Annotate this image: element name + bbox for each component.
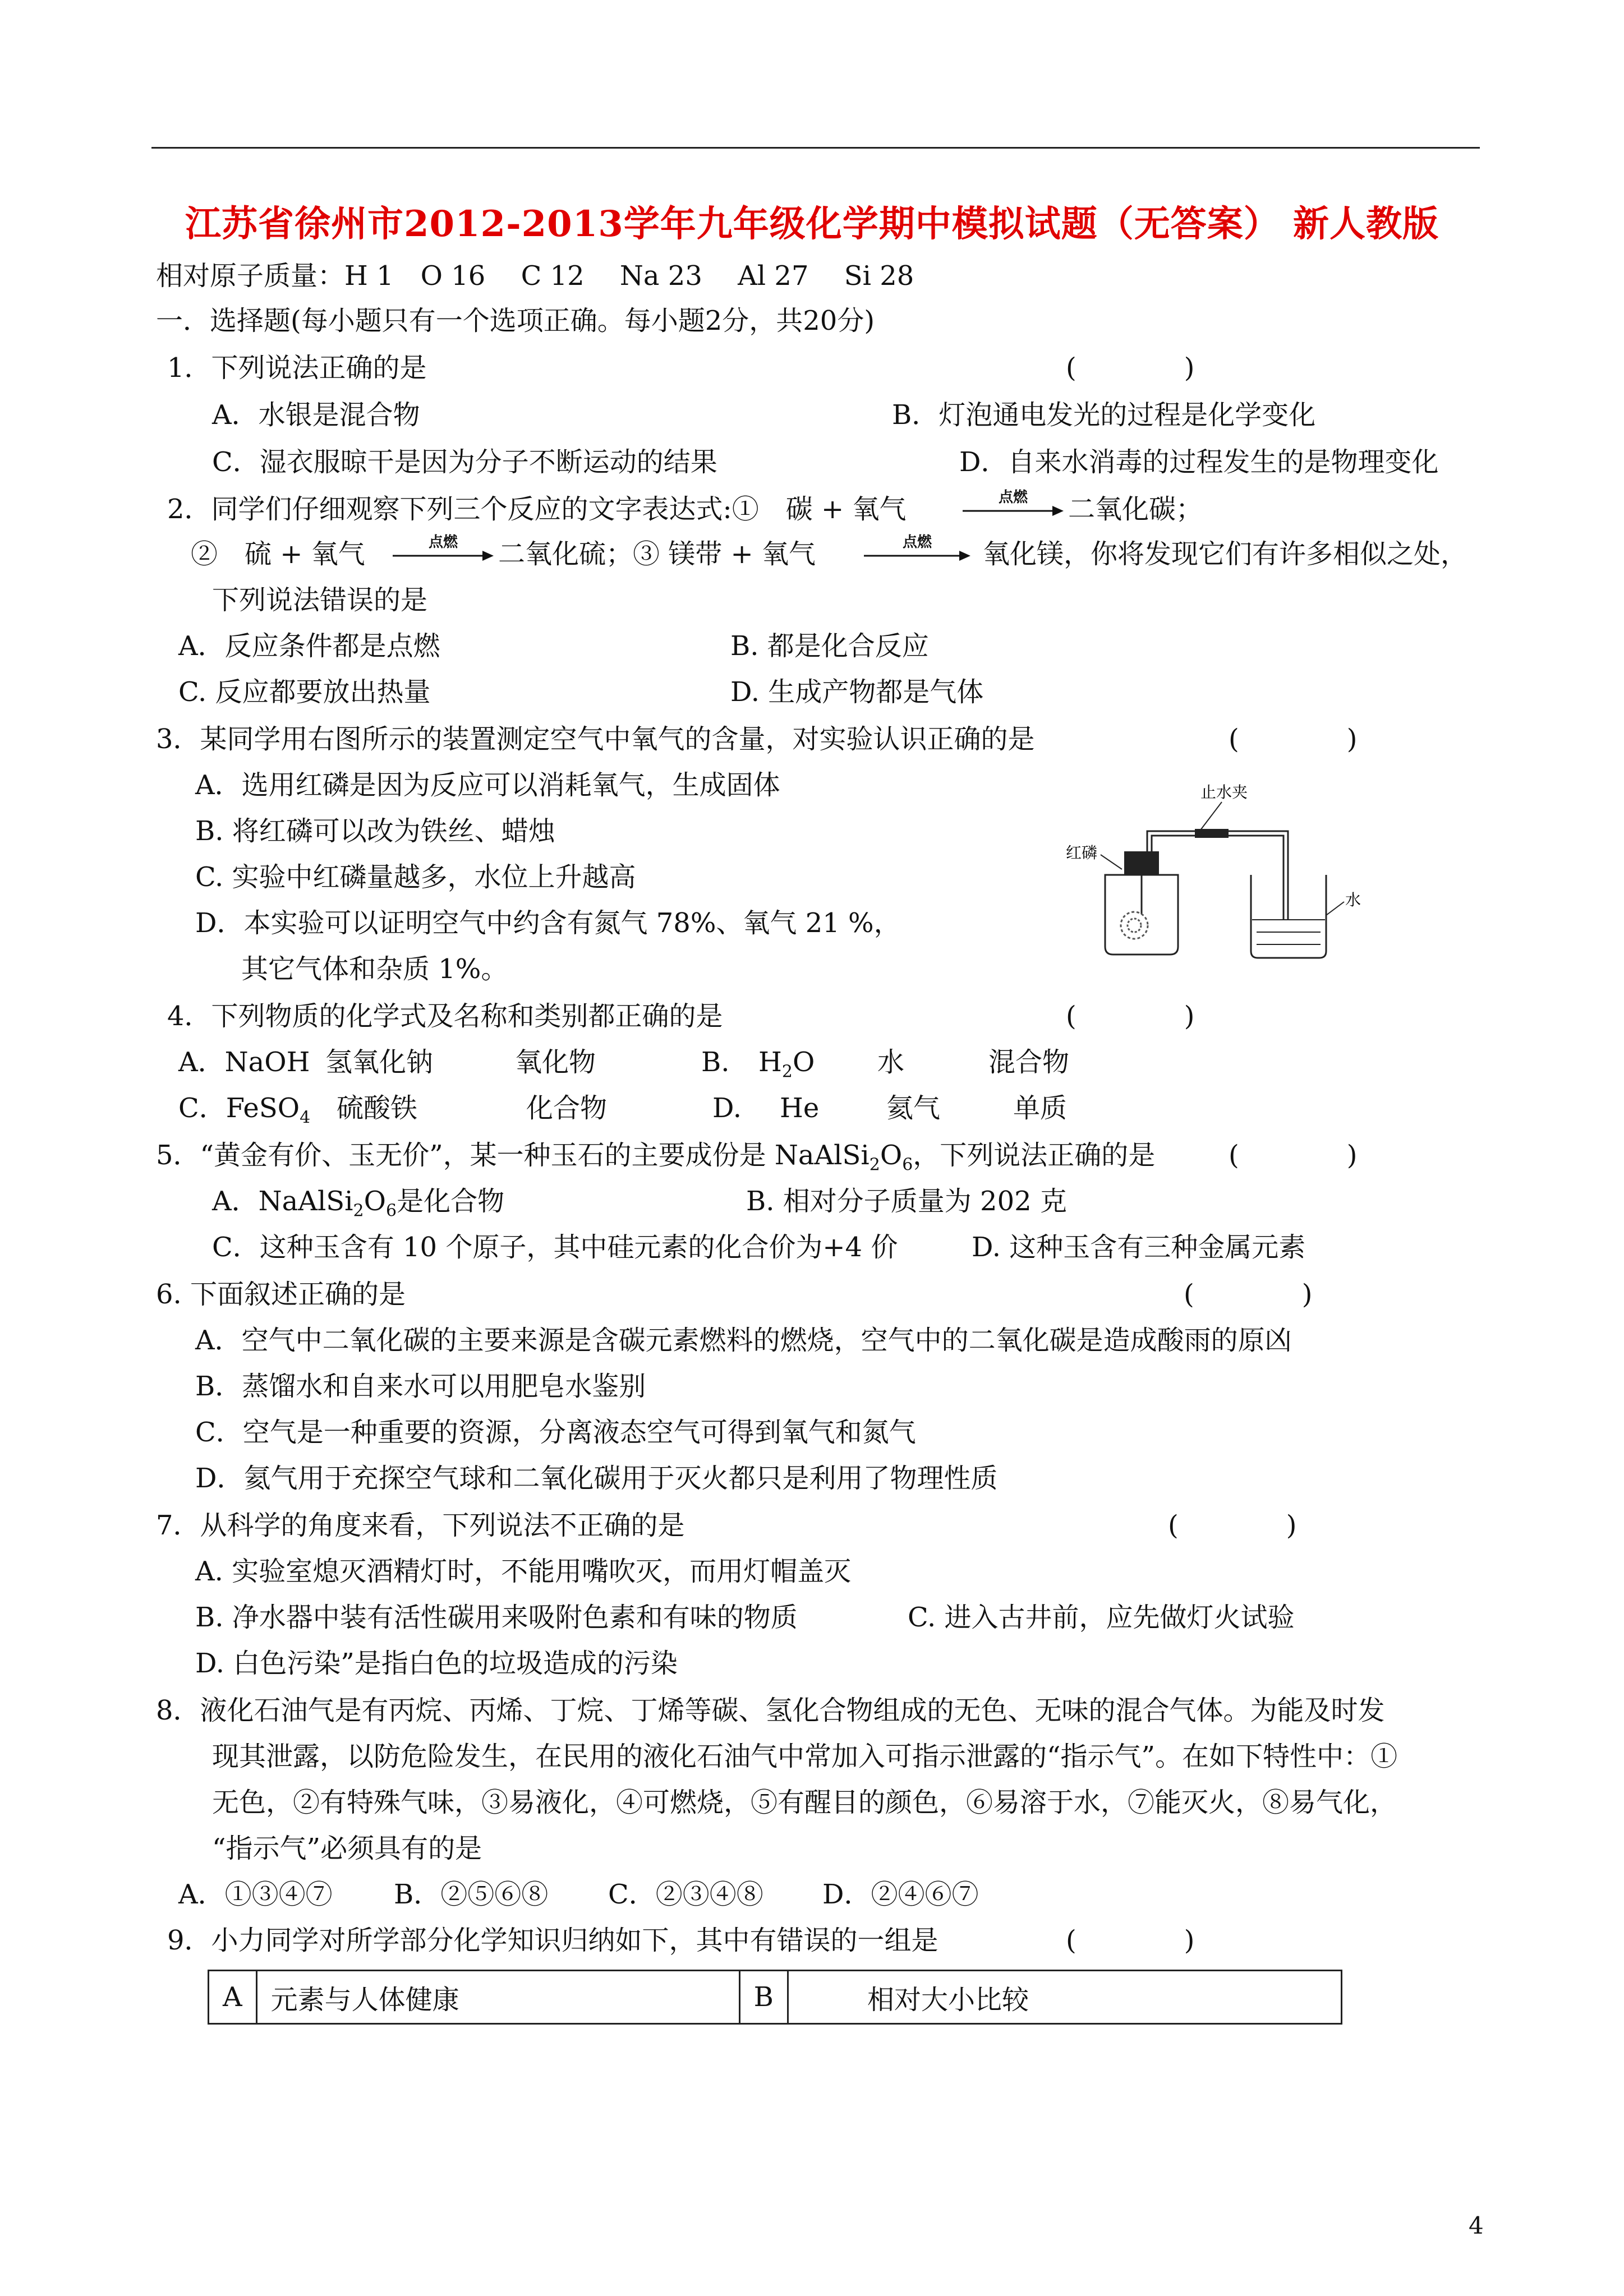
q6-answer-blank: ( ): [1184, 1279, 1313, 1310]
phosphorus-label: 红磷: [1066, 844, 1098, 861]
arrow-label: 点燃: [998, 489, 1028, 506]
table-cell: A: [209, 1971, 257, 2024]
q7-stem: 7．从科学的角度来看，下列说法不正确的是: [156, 1510, 685, 1541]
q9-table: [208, 1970, 1342, 2025]
q4-option-b-formula: $H_2O$: [758, 1046, 815, 1082]
q1-option-d: D．自来水消毒的过程发生的是物理变化: [959, 446, 1439, 478]
q6-option-a: A．空气中二氧化碳的主要来源是含碳元素燃料的燃烧，空气中的二氧化碳是造成酸雨的原凶: [195, 1325, 1292, 1356]
q3-option-b: B. 将红磷可以改为铁丝、蜡烛: [195, 815, 555, 847]
q5-stem: 5．“黄金有价、玉无价”，某一种玉石的主要成份是 $NaAlSi_2O_6$，下列说法正确的是: [156, 1140, 1156, 1175]
clamp-icon: [1195, 829, 1229, 838]
q2-stem-line1-end: 二氧化碳；: [1068, 494, 1203, 525]
q8-stem-line2: 现其泄露，以防危险发生，在民用的液化石油气中常加入可指示泄露的“指示气”。在如下特性中：①: [212, 1741, 1398, 1772]
reaction-arrow-3: [864, 534, 970, 568]
q4-option-a-name: 氢氧化钠: [325, 1046, 434, 1078]
q1-option-b: B．灯泡通电发光的过程是化学变化: [892, 399, 1316, 431]
q8-stem-line3: 无色，②有特殊气味，③易液化，④可燃烧，⑤有醒目的颜色，⑥易溶于水，⑦能灭火，⑧易气化，: [212, 1787, 1397, 1818]
page-title: 江苏省徐州市2012-2013学年九年级化学期中模拟试题（无答案） 新人教版: [185, 203, 1439, 245]
q4-option-d-type: 单质: [1013, 1092, 1068, 1124]
q4-option-d-letter: D.: [712, 1092, 742, 1124]
q7-option-a: A. 实验室熄灭酒精灯时，不能用嘴吹灭，而用灯帽盖灭: [195, 1556, 852, 1587]
q6-option-d: D．氦气用于充探空气球和二氧化碳用于灭火都只是利用了物理性质: [195, 1463, 998, 1494]
q4-option-b-type: 混合物: [988, 1046, 1070, 1078]
q2-option-d: D. 生成产物都是气体: [730, 676, 984, 708]
arrow-icon: [393, 547, 494, 564]
q2-stem-line2: ② 硫 + 氧气: [191, 538, 365, 570]
q7-option-c: C. 进入古井前，应先做灯火试验: [908, 1602, 1295, 1633]
q3-option-d-cont: 其它气体和杂质 1%。: [241, 953, 508, 985]
table-row: [209, 1971, 1342, 2024]
q2-stem-line3: 下列说法错误的是: [212, 584, 428, 616]
q1-stem: 1．下列说法正确的是: [167, 352, 427, 384]
arrow-label: 点燃: [902, 534, 932, 551]
q7-option-d: D. 白色污染”是指白色的垃圾造成的污染: [195, 1648, 678, 1679]
q3-option-d: D．本实验可以证明空气中约含有氮气 78%、氧气 21 %，: [195, 907, 901, 939]
q4-option-c-type: 化合物: [526, 1092, 608, 1124]
q5-option-a: A．$NaAlSi_2O_6$是化合物: [212, 1186, 505, 1221]
reaction-arrow-1: [963, 489, 1064, 523]
q5-option-d: D. 这种玉含有三种金属元素: [972, 1232, 1306, 1263]
q4-option-a-formula: A．NaOH: [178, 1046, 310, 1078]
q2-option-a: A．反应条件都是点燃: [178, 630, 440, 662]
atomic-mass-line: 相对原子质量：H 1 O 16 C 12 Na 23 Al 27 Si 28: [156, 260, 914, 292]
q6-option-b: B．蒸馏水和自来水可以用肥皂水鉴别: [195, 1371, 646, 1402]
q8-option-d: D．②④⑥⑦: [822, 1879, 979, 1910]
header-rule: [151, 147, 1480, 149]
q4-option-d-formula: He: [780, 1092, 820, 1124]
table-cell: B: [739, 1971, 788, 2024]
clamp-label: 止水夹: [1200, 783, 1248, 801]
q7-answer-blank: ( ): [1168, 1510, 1297, 1541]
q8-option-c: C．②③④⑧: [608, 1879, 763, 1910]
q4-stem: 4．下列物质的化学式及名称和类别都正确的是: [167, 1001, 723, 1032]
arrow-icon: [864, 547, 970, 564]
q5-answer-blank: ( ): [1229, 1140, 1358, 1171]
q3-answer-blank: ( ): [1229, 723, 1358, 755]
section-heading: 一．选择题(每小题只有一个选项正确。每小题2分，共20分): [156, 305, 875, 336]
q8-option-b: B．②⑤⑥⑧: [394, 1879, 549, 1910]
q5-option-c: C．这种玉含有 10 个原子，其中硅元素的化合价为+4 价: [212, 1232, 898, 1263]
q5-option-b: B. 相对分子质量为 202 克: [746, 1186, 1067, 1217]
q6-stem: 6. 下面叙述正确的是: [156, 1279, 406, 1310]
q2-stem-line1: 2．同学们仔细观察下列三个反应的文字表达式:① 碳 + 氧气: [167, 494, 907, 525]
arrow-icon: [963, 502, 1064, 519]
q8-stem-line1: 8．液化石油气是有丙烷、丙烯、丁烷、丁烯等碳、氢化合物组成的无色、无味的混合气体。为能及时发: [156, 1695, 1385, 1726]
q4-option-a-type: 氧化物: [515, 1046, 596, 1078]
q1-option-c: C．湿衣服晾干是因为分子不断运动的结果: [212, 446, 717, 478]
q3-option-c: C. 实验中红磷量越多，水位上升越高: [195, 861, 636, 893]
table-cell: 元素与人体健康: [256, 1971, 739, 2024]
arrow-label: 点燃: [428, 534, 458, 551]
water-label: 水: [1345, 891, 1361, 909]
q4-option-c-formula: C．FeSO$_4$: [178, 1092, 311, 1128]
page-number: 4: [1469, 2212, 1484, 2239]
reaction-arrow-2: [393, 534, 494, 568]
q8-option-a: A．①③④⑦: [178, 1879, 333, 1910]
q4-answer-blank: ( ): [1066, 1001, 1195, 1032]
q8-stem-line4: “指示气”必须具有的是: [212, 1833, 482, 1864]
q2-stem-line2-mid: 二氧化硫；③ 镁带 + 氧气: [498, 538, 816, 570]
table-cell: 相对大小比较: [788, 1971, 1341, 2024]
q3-stem: 3．某同学用右图所示的装置测定空气中氧气的含量，对实验认识正确的是: [156, 723, 1035, 755]
q2-option-b: B. 都是化合反应: [730, 630, 929, 662]
q9-stem: 9．小力同学对所学部分化学知识归纳如下，其中有错误的一组是: [167, 1925, 938, 1956]
q1-option-a: A．水银是混合物: [212, 399, 420, 431]
q4-option-c-name: 硫酸铁: [337, 1092, 418, 1124]
q9-answer-blank: ( ): [1066, 1925, 1195, 1956]
q7-option-b: B. 净水器中装有活性碳用来吸附色素和有味的物质: [195, 1602, 798, 1633]
q4-option-b-name: 水: [877, 1046, 905, 1078]
phosphorus-icon: [1121, 912, 1148, 939]
q4-option-b-letter: B.: [701, 1046, 730, 1078]
stopper-icon: [1124, 851, 1159, 875]
oxygen-apparatus-diagram: [1066, 783, 1361, 965]
q1-answer-blank: ( ): [1066, 352, 1195, 384]
q2-stem-line2-end: 氧化镁，你将发现它们有许多相似之处，: [983, 538, 1468, 570]
q3-option-a: A．选用红磷是因为反应可以消耗氧气，生成固体: [195, 769, 780, 801]
q2-option-c: C. 反应都要放出热量: [178, 676, 431, 708]
q4-option-d-name: 氦气: [886, 1092, 941, 1124]
q6-option-c: C．空气是一种重要的资源，分离液态空气可得到氧气和氮气: [195, 1417, 916, 1448]
